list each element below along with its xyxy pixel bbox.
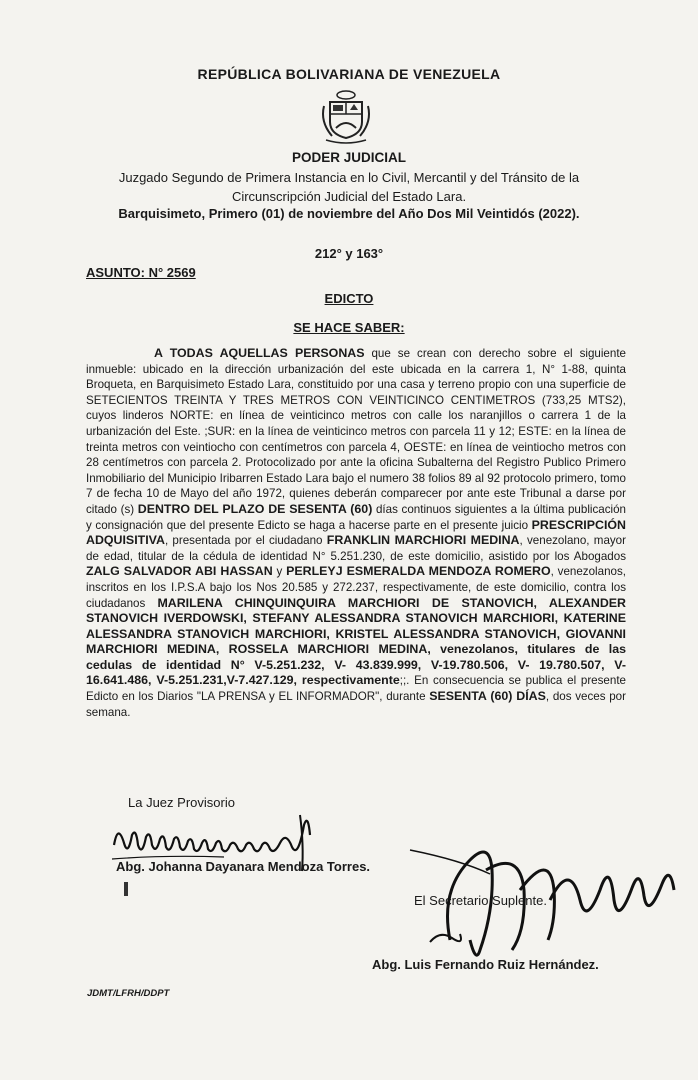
body-emphasis: PRESCRIPCIÓN ADQUISITIVA bbox=[86, 517, 626, 548]
place-and-date: Barquisimeto, Primero (01) de noviembre del Año Dos Mil Veintidós (2022). bbox=[118, 206, 580, 221]
judge-name: Abg. Johanna Dayanara Mendoza Torres. bbox=[116, 859, 371, 874]
edict-title: EDICTO bbox=[324, 291, 374, 306]
clerk-initials: JDMT/LFRH/DDPT bbox=[87, 988, 170, 999]
body-emphasis: ZALG SALVADOR ABI HASSAN bbox=[86, 564, 273, 579]
body-text: ;;. En consecuencia se publica el presente Edicto en los Diarios "LA PRENSA y EL INFORMADOR", durante bbox=[86, 674, 626, 704]
body-text: que se crean con derecho sobre el siguiente inmueble: ubicado en la dirección urbanización del este ubicada en la carrera 1, N° 1-88, quinta Broqueta, en Barquisimeto Estado Lara, constituido por una casa y terreno propio con una superficie de SETECIENTOS TREINTA Y TRES METROS CON VEINTICINCO CENTIMETROS (733,25 MTS2), cuyos linderos NORTE: en línea de veinticinco metros con calle los naranjillos o carrera 1 de la urbanización del Este. ;SUR: en la línea de veinticinco metros con parcela 11 y 12; ESTE: en la línea de treinta metros con veintiocho con centímetros con parcela 4, OESTE: en línea de veintiocho metros con 28 centímetros con parcela 2. Protocolizado por ante la oficina Subalterna del Registro Publico Primero Inmobiliario del Municipio Iribarren Estado Lara bajo el numero 38 folios 89 al 92 protocolo primero, tomo 7 de fecha 10 de Mayo del año 1972, quienes deberán comparecer por ante este Tribunal a darse por citado (s) bbox=[86, 347, 626, 516]
body-text: , venezolanos, inscritos en los I.P.S.A bajo los Nos 20.585 y 272.237, respectivamente, de este domicilio, contra los ciudadanos bbox=[86, 565, 626, 610]
body-emphasis: DENTRO DEL PLAZO DE SESENTA (60) bbox=[137, 501, 373, 516]
body-emphasis: SESENTA (60) DÍAS bbox=[429, 689, 546, 704]
body-emphasis: FRANKLIN MARCHIORI MEDINA bbox=[326, 533, 520, 548]
body-emphasis: MARILENA CHINQUINQUIRA MARCHIORI DE STANOVICH, ALEXANDER STANOVICH IVERDOWSKI, STEFANY ALESSANDRA STANOVICH MARCHIORI, KATERINE ALESSANDRA STANOVICH MARCHIORI, KRISTEL ALESSANDRA STANOVICH, GIOVANNI MARCHIORI MEDINA, ROSSELA MARCHIORI MEDINA, venezolanos, titulares de las cedulas de identidad N° V-5.251.232, V- 43.839.999, V-19.780.506, V- 19.780.507, V-16.641.486, V-5.251.231,V-7.427.129, respectivamente bbox=[86, 595, 626, 688]
secretary-title: El Secretario Suplente. bbox=[414, 893, 547, 908]
court-name-line-1: Juzgado Segundo de Primera Instancia en lo Civil, Mercantil y del Tránsito de la bbox=[118, 170, 580, 185]
edict-paragraph bbox=[86, 346, 626, 720]
reference-years: 212° y 163° bbox=[314, 246, 384, 261]
judge-title: La Juez Provisorio bbox=[128, 795, 235, 810]
case-number: ASUNTO: N° 2569 bbox=[86, 265, 196, 280]
ink-mark bbox=[124, 882, 128, 896]
body-text: y bbox=[272, 565, 287, 579]
body-emphasis: A TODAS AQUELLAS PERSONAS bbox=[154, 346, 365, 360]
court-name-line-2: Circunscripción Judicial del Estado Lara. bbox=[231, 189, 467, 204]
notice-heading: SE HACE SABER: bbox=[293, 320, 405, 335]
secretary-signature-icon bbox=[400, 830, 690, 970]
secretary-name: Abg. Luis Fernando Ruiz Hernández. bbox=[372, 957, 599, 972]
body-text: días continuos siguientes a la última publicación y consignación que del presente Edicto se haga a hacerse parte en el presente juicio bbox=[86, 502, 626, 532]
body-emphasis: PERLEYJ ESMERALDA MENDOZA ROMERO bbox=[286, 564, 551, 579]
country-heading: REPÚBLICA BOLIVARIANA DE VENEZUELA bbox=[197, 66, 501, 82]
edict-body bbox=[86, 346, 626, 720]
body-text: , venezolano, mayor de edad, titular de la cédula de identidad N° 5.251.230, de este domicilio, asistido por los Abogados bbox=[86, 534, 626, 563]
judicial-power-heading: PODER JUDICIAL bbox=[291, 150, 406, 165]
body-text: , dos veces por semana. bbox=[86, 690, 626, 719]
body-text: , presentada por el ciudadano bbox=[164, 534, 327, 548]
coat-of-arms-icon bbox=[316, 88, 376, 144]
